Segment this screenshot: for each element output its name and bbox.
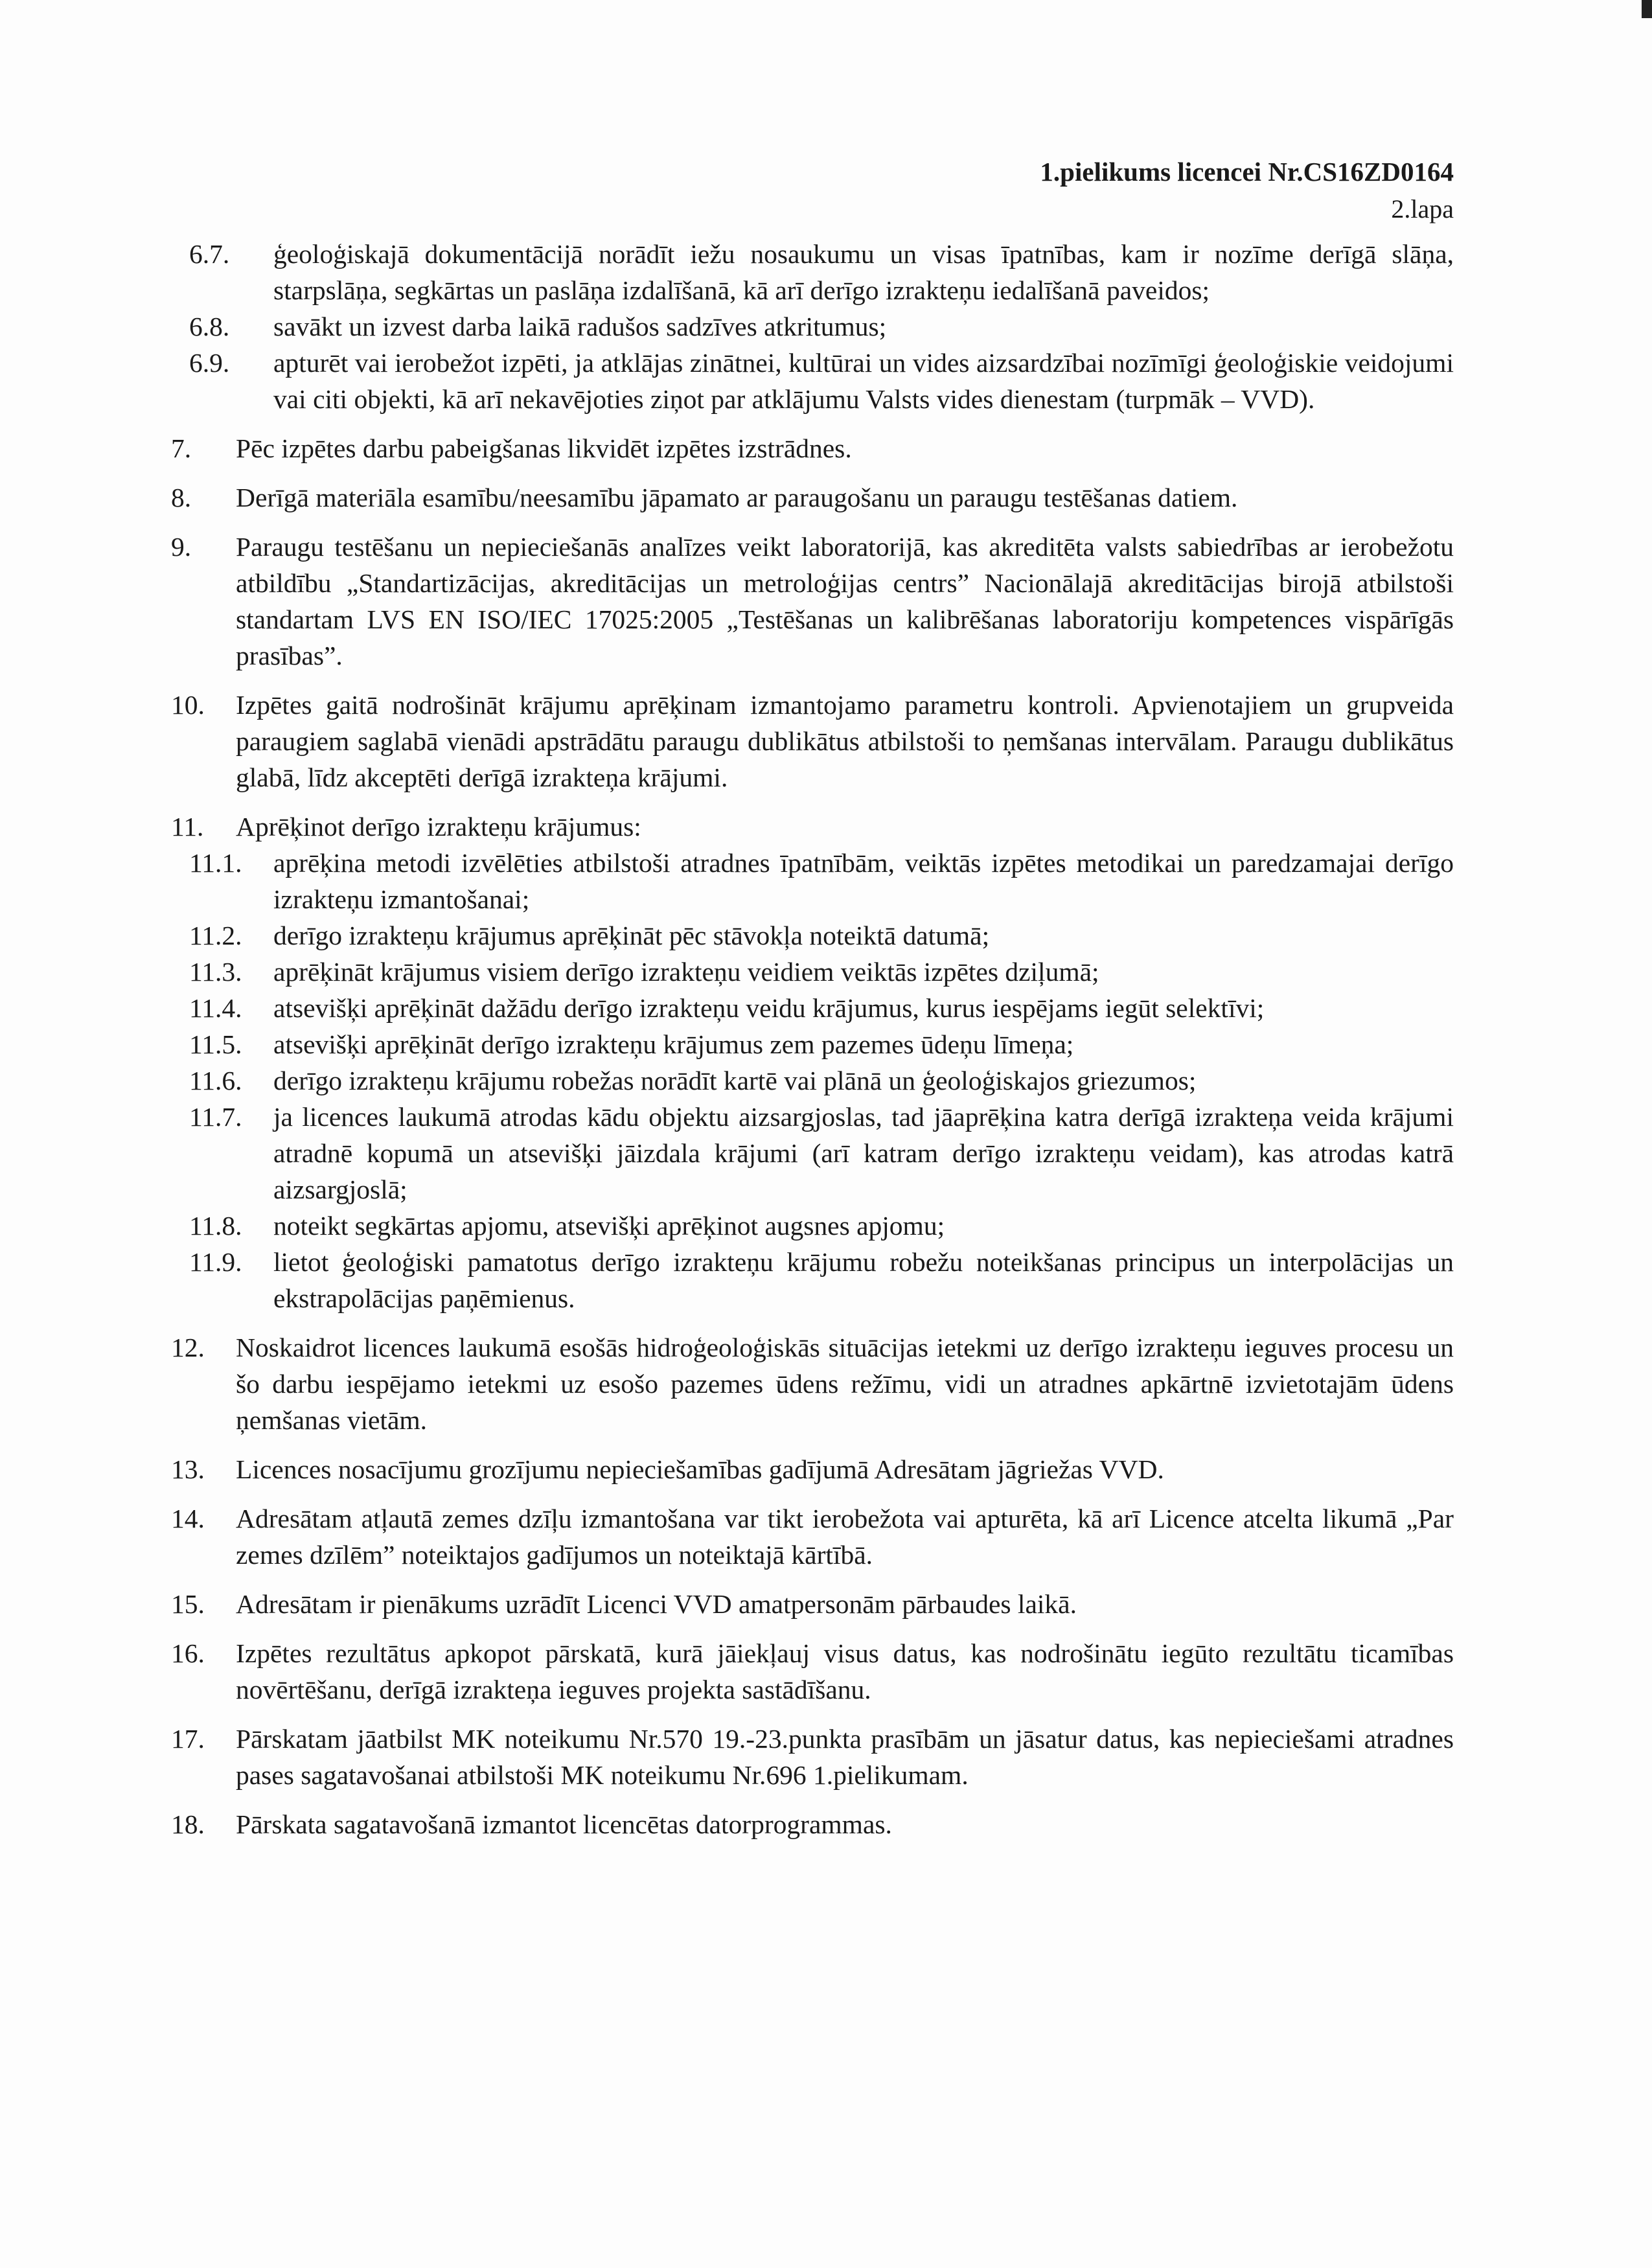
list-item-9	[166, 529, 1454, 674]
list-item-13	[166, 1451, 1454, 1487]
item-text: Pārskata sagatavošanā izmantot licencētas datorprogrammas.	[236, 1809, 892, 1839]
item-number: 10.	[171, 690, 205, 720]
item-text: aprēķina metodi izvēlēties atbilstoši atradnes īpatnībām, veiktās izpētes metodikai un paredzamajai derīgo izrakteņu izmantošanai;	[273, 848, 1454, 914]
item-number: 17.	[171, 1724, 205, 1754]
scan-edge-mark	[1642, 0, 1652, 18]
list-item-11-7	[166, 1099, 1454, 1208]
list-item-11	[166, 808, 1454, 845]
list-item-6-7	[166, 236, 1454, 308]
item-text: Izpētes gaitā nodrošināt krājumu aprēķinam izmantojamo parametru kontroli. Apvienotajiem un grupveida paraugiem saglabā vienādi apstrādātu paraugu dublikātus atbilstoši to ņemšanas intervālam. Paraugu dublikātus glabā, līdz akceptēti derīgā izrakteņa krājumi.	[236, 690, 1454, 792]
list-item-8	[166, 479, 1454, 516]
list-item-11-4	[166, 990, 1454, 1026]
list-item-10	[166, 687, 1454, 796]
item-text: savākt un izvest darba laikā radušos sadzīves atkritumus;	[273, 312, 887, 341]
item-number: 13.	[171, 1454, 205, 1484]
item-text: Derīgā materiāla esamību/neesamību jāpamato ar paraugošanu un paraugu testēšanas datiem.	[236, 483, 1238, 512]
item-number: 11.1.	[189, 848, 242, 878]
list-item-6-8	[166, 308, 1454, 345]
list-item-6-9	[166, 345, 1454, 417]
list-item-15	[166, 1586, 1454, 1622]
item-text: Adresātam atļautā zemes dzīļu izmantošana var tikt ierobežota vai apturēta, kā arī Licence atcelta likumā „Par zemes dzīlēm” noteiktajos gadījumos un noteiktajā kārtībā.	[236, 1504, 1454, 1570]
item-number: 6.7.	[189, 239, 230, 269]
item-text: Pārskatam jāatbilst MK noteikumu Nr.570 19.-23.punkta prasībām un jāsatur datus, kas nepieciešami atradnes pases sagatavošanai atbilstoši MK noteikumu Nr.696 1.pielikumam.	[236, 1724, 1454, 1790]
item-text: atsevišķi aprēķināt dažādu derīgo izrakteņu veidu krājumus, kurus iespējams iegūt selektīvi;	[273, 993, 1265, 1023]
item-number: 15.	[171, 1589, 205, 1619]
item-text: atsevišķi aprēķināt derīgo izrakteņu krājumus zem pazemes ūdeņu līmeņa;	[273, 1029, 1074, 1059]
item-number: 11.	[171, 812, 204, 842]
list-item-11-3	[166, 954, 1454, 990]
list-item-11-6	[166, 1062, 1454, 1099]
item-text: Aprēķinot derīgo izrakteņu krājumus:	[236, 812, 641, 842]
document-body	[166, 236, 1454, 1842]
list-item-11-2	[166, 917, 1454, 954]
item-number: 6.8.	[189, 312, 230, 341]
annex-title: 1.pielikums licencei Nr.CS16ZD0164	[1040, 157, 1454, 187]
item-text: noteikt segkārtas apjomu, atsevišķi aprēķinot augsnes apjomu;	[273, 1211, 945, 1241]
item-number: 6.9.	[189, 348, 230, 378]
item-number: 11.6.	[189, 1066, 242, 1095]
item-number: 11.3.	[189, 957, 242, 987]
item-number: 9.	[171, 532, 192, 562]
list-item-16	[166, 1635, 1454, 1708]
item-text: Noskaidrot licences laukumā esošās hidroģeoloģiskās situācijas ietekmi uz derīgo izrakteņu ieguves procesu un šo darbu iespējamo ietekmi uz esošo pazemes ūdens režīmu, vidi un atradnes apkārtnē izvietotajām ūdens ņemšanas vietām.	[236, 1333, 1454, 1435]
item-text: lietot ģeoloģiski pamatotus derīgo izrakteņu krājumu robežu noteikšanas principus un interpolācijas un ekstrapolācijas paņēmienus.	[273, 1247, 1454, 1313]
item-number: 11.7.	[189, 1102, 242, 1132]
item-number: 11.5.	[189, 1029, 242, 1059]
item-text: ja licences laukumā atrodas kādu objektu aizsargjoslas, tad jāaprēķina katra derīgā izrakteņa veida krājumi atradnē kopumā un atsevišķi jāizdala krājumi (arī katram derīgo izrakteņu veidam), kas atrodas katrā aizsargjoslā;	[273, 1102, 1454, 1204]
item-number: 14.	[171, 1504, 205, 1533]
item-number: 18.	[171, 1809, 205, 1839]
item-number: 11.4.	[189, 993, 242, 1023]
list-item-11-1	[166, 845, 1454, 917]
list-item-11-5	[166, 1026, 1454, 1062]
item-text: derīgo izrakteņu krājumu robežas norādīt kartē vai plānā un ģeoloģiskajos griezumos;	[273, 1066, 1197, 1095]
item-text: Pēc izpētes darbu pabeigšanas likvidēt izpētes izstrādnes.	[236, 433, 852, 463]
item-text: Paraugu testēšanu un nepieciešanās analīzes veikt laboratorijā, kas akreditēta valsts sabiedrības ar ierobežotu atbildību „Standartizācijas, akreditācijas un metroloģijas centrs” Nacionālajā akreditācijas birojā atbilstoši standartam LVS EN ISO/IEC 17025:2005 „Testēšanas un kalibrēšanas laboratoriju kompetences vispārīgās prasības”.	[236, 532, 1454, 670]
item-number: 16.	[171, 1638, 205, 1668]
list-item-14	[166, 1500, 1454, 1573]
item-text: Adresātam ir pienākums uzrādīt Licenci VVD amatpersonām pārbaudes laikā.	[236, 1589, 1077, 1619]
item-text: Licences nosacījumu grozījumu nepieciešamības gadījumā Adresātam jāgriežas VVD.	[236, 1454, 1164, 1484]
item-number: 11.2.	[189, 921, 242, 950]
item-text: Izpētes rezultātus apkopot pārskatā, kurā jāiekļauj visus datus, kas nodrošinātu iegūto rezultātu ticamības novērtēšanu, derīgā izrakteņa ieguves projekta sastādīšanu.	[236, 1638, 1454, 1704]
item-text: aprēķināt krājumus visiem derīgo izrakteņu veidiem veiktās izpētes dziļumā;	[273, 957, 1099, 987]
item-text: derīgo izrakteņu krājumus aprēķināt pēc stāvokļa noteiktā datumā;	[273, 921, 990, 950]
list-item-17	[166, 1721, 1454, 1793]
item-text: ģeoloģiskajā dokumentācijā norādīt iežu nosaukumu un visas īpatnības, kam ir nozīme derīgā slāņa, starpslāņa, segkārtas un paslāņa izdalīšanā, kā arī derīgo izrakteņu iedalīšanā paveidos;	[273, 239, 1454, 305]
item-number: 11.9.	[189, 1247, 242, 1277]
item-number: 11.8.	[189, 1211, 242, 1241]
list-item-11-8	[166, 1208, 1454, 1244]
item-number: 12.	[171, 1333, 205, 1362]
list-item-11-9	[166, 1244, 1454, 1316]
document-header	[1040, 153, 1454, 228]
list-item-18	[166, 1806, 1454, 1842]
item-number: 8.	[171, 483, 192, 512]
list-item-7	[166, 430, 1454, 466]
list-item-12	[166, 1329, 1454, 1438]
item-text: apturēt vai ierobežot izpēti, ja atklājas zinātnei, kultūrai un vides aizsardzībai nozīmīgi ģeoloģiskie veidojumi vai citi objekti, kā arī nekavējoties ziņot par atklājumu Valsts vides dienestam (turpmāk – VVD).	[273, 348, 1454, 414]
item-number: 7.	[171, 433, 192, 463]
page-number: 2.lapa	[1391, 194, 1454, 223]
